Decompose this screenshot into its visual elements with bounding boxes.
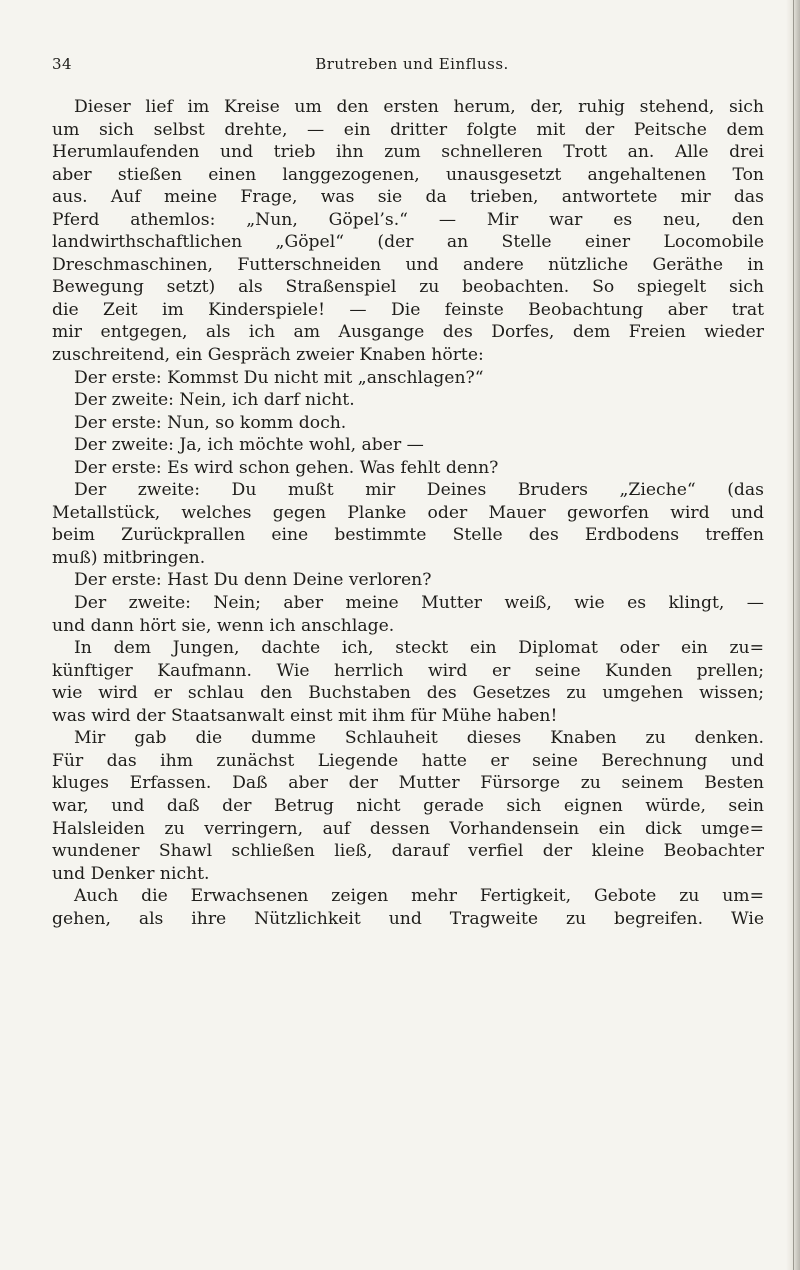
text-line: und Denker nicht.	[52, 863, 210, 884]
page-header	[52, 55, 772, 79]
text-line: was wird der Staatsanwalt einst mit ihm für Mühe haben!	[52, 705, 558, 726]
text-line: Für das ihm zunächst Liegende hatte er seine Berechnung und	[52, 750, 764, 771]
text-line: In dem Jungen, dachte ich, steckt ein Diplomat oder ein zu=	[74, 638, 764, 659]
text-line: Herumlaufenden und trieb ihn zum schnelleren Trott an. Alle drei	[52, 142, 764, 163]
text-line: Auch die Erwachsenen zeigen mehr Fertigkeit, Gebote zu um=	[74, 886, 764, 907]
text-line: kluges Erfassen. Daß aber der Mutter Fürsorge zu seinem Besten	[52, 773, 764, 794]
text-line: beim Zurückprallen eine bestimmte Stelle des Erdbodens treffen	[52, 525, 764, 546]
text-line: Der zweite: Nein, ich darf nicht.	[74, 390, 355, 411]
text-line: Metallstück, welches gegen Planke oder Mauer geworfen wird und	[52, 502, 764, 523]
text-line: wie wird er schlau den Buchstaben des Gesetzes zu umgehen wissen;	[52, 683, 764, 704]
text-line: aber stießen einen langgezogenen, unausgesetzt angehaltenen Ton	[52, 164, 764, 185]
text-line: Bewegung setzt) als Straßenspiel zu beobachten. So spiegelt sich	[52, 277, 764, 298]
page-edge-line	[793, 0, 794, 1270]
text-line: Der zweite: Du mußt mir Deines Bruders „Zieche“ (das	[74, 480, 764, 501]
text-line: Halsleiden zu verringern, auf dessen Vorhandensein ein dick umge=	[52, 818, 764, 839]
text-line: aus. Auf meine Frage, was sie da trieben, antwortete mir das	[52, 187, 764, 208]
text-line: Der erste: Es wird schon gehen. Was fehlt denn?	[74, 457, 499, 478]
text-line: Der zweite: Ja, ich möchte wohl, aber —	[74, 435, 424, 456]
text-line: wundener Shawl schließen ließ, darauf verfiel der kleine Beobachter	[52, 841, 764, 862]
text-line: muß) mitbringen.	[52, 547, 206, 568]
text-line: um sich selbst drehte, — ein dritter folgte mit der Peitsche dem	[52, 119, 764, 140]
text-line: Mir gab die dumme Schlauheit dieses Knaben zu denken.	[74, 728, 764, 749]
text-line: gehen, als ihre Nützlichkeit und Tragweite zu begreifen. Wie	[52, 908, 764, 929]
text-line: Dreschmaschinen, Futterschneiden und andere nützliche Geräthe in	[52, 254, 764, 275]
body-text	[52, 96, 764, 1246]
text-line: die Zeit im Kinderspiele! — Die feinste Beobachtung aber trat	[52, 299, 764, 320]
text-line: mir entgegen, als ich am Ausgange des Dorfes, dem Freien wieder	[52, 322, 764, 343]
text-line: war, und daß der Betrug nicht gerade sich eignen würde, sein	[52, 795, 764, 816]
text-line: Dieser lief im Kreise um den ersten herum, der, ruhig stehend, sich	[74, 97, 764, 117]
text-line: und dann hört sie, wenn ich anschlage.	[52, 615, 395, 636]
text-line: künftiger Kaufmann. Wie herrlich wird er seine Kunden prellen;	[52, 660, 764, 681]
text-line: landwirthschaftlichen „Göpel“ (der an Stelle einer Locomobile	[52, 232, 764, 253]
text-line: Der erste: Hast Du denn Deine verloren?	[74, 570, 432, 591]
text-line: Pferd athemlos: „Nun, Göpel’s.“ — Mir war es neu, den	[52, 209, 764, 230]
text-line: Der erste: Kommst Du nicht mit „anschlagen?“	[74, 367, 484, 388]
text-line: zuschreitend, ein Gespräch zweier Knaben hörte:	[52, 345, 484, 366]
text-line: Der erste: Nun, so komm doch.	[74, 412, 347, 433]
text-line: Der zweite: Nein; aber meine Mutter weiß, wie es klingt, —	[74, 593, 764, 614]
running-title: Brutreben und Einfluss.	[315, 55, 509, 73]
page-number: 34	[52, 55, 73, 73]
